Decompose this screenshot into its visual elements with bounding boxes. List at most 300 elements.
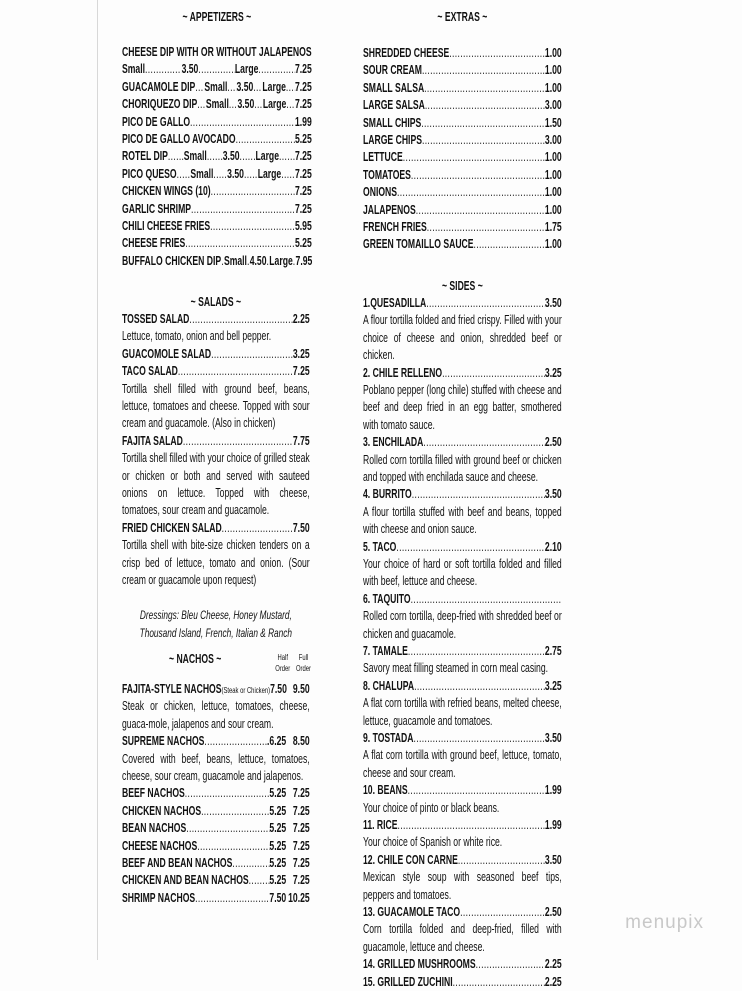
small-label: Small xyxy=(223,253,247,268)
large-price: 7.25 xyxy=(294,97,312,112)
menu-item xyxy=(363,97,562,114)
item-row xyxy=(363,956,562,973)
item-row xyxy=(122,218,312,235)
large-label: Large xyxy=(255,149,279,164)
item-name: 8. CHALUPA xyxy=(363,678,415,693)
item-price: 2.25 xyxy=(292,312,310,326)
item-row xyxy=(363,115,562,132)
dot-leader xyxy=(190,114,295,131)
half-price: 5.25 xyxy=(269,786,287,801)
menupix-watermark: menupix xyxy=(625,912,704,933)
item-row xyxy=(363,974,562,991)
item-name: BEAN NACHOS xyxy=(122,821,187,836)
item-name: FRIED CHICKEN SALAD xyxy=(122,520,222,535)
item-row xyxy=(363,434,562,451)
dot-leader xyxy=(412,486,545,503)
item-row xyxy=(122,803,310,820)
menu-item xyxy=(363,236,562,253)
item-row xyxy=(122,890,310,907)
item-price: 2.25 xyxy=(544,974,562,989)
salads-section xyxy=(122,293,310,642)
item-row xyxy=(122,201,312,218)
menu-item xyxy=(363,167,562,184)
menu-item xyxy=(363,80,562,97)
dot-leader xyxy=(281,166,295,183)
item-row xyxy=(122,785,310,802)
item-row xyxy=(363,184,562,201)
large-price: 7.25 xyxy=(294,62,312,77)
item-price: 3.00 xyxy=(544,132,562,147)
item-description: Your choice of hard or soft tortilla folded and filled with beef, lettuce and cheese. xyxy=(363,557,562,589)
dot-leader xyxy=(236,131,295,148)
dot-leader xyxy=(253,79,262,96)
full-price: 7.25 xyxy=(292,786,310,801)
item-description: Savory meat filling steamed in corn meal casing. xyxy=(363,661,549,676)
item-price: 1.50 xyxy=(544,115,562,130)
menu-item xyxy=(363,149,562,166)
dot-leader xyxy=(183,433,293,450)
half-price: 5.25 xyxy=(269,821,287,836)
nachos-title: ~ NACHOS ~ xyxy=(169,652,222,666)
full-price: 10.25 xyxy=(288,890,310,905)
dot-leader xyxy=(414,678,545,695)
item-name: CHICKEN NACHOS xyxy=(122,803,202,818)
dot-leader xyxy=(207,148,223,165)
large-price: 7.25 xyxy=(294,166,312,181)
dot-leader xyxy=(197,96,206,113)
extras-title: ~ EXTRAS ~ xyxy=(437,10,488,24)
small-label: Small xyxy=(205,97,229,112)
menu-item xyxy=(122,838,310,855)
appetizers-title: ~ APPETIZERS ~ xyxy=(182,10,252,24)
large-price: 7.25 xyxy=(294,149,312,164)
half-price: 5.25 xyxy=(269,803,287,818)
item-name: TACO SALAD xyxy=(122,364,178,379)
item-row xyxy=(363,45,562,62)
dot-leader xyxy=(396,539,545,556)
small-label: Small xyxy=(183,149,207,164)
dot-leader xyxy=(424,80,545,97)
item-description: A flat corn tortilla with refried beans, melted cheese, lettuce, guacamole and tomatoes. xyxy=(363,696,562,728)
dot-leader xyxy=(403,149,545,166)
item-price: 2.25 xyxy=(544,957,562,972)
item-note: (Steak or Chicken) xyxy=(221,685,271,695)
dot-leader xyxy=(185,235,295,252)
menu-item xyxy=(122,785,310,802)
item-name: SMALL SALSA xyxy=(363,80,425,95)
menu-item xyxy=(122,235,312,252)
item-description: Steak or chicken, lettuce, tomatoes, cheese, guaca-mole, jalapenos and sour cream. xyxy=(122,699,310,731)
menu-item xyxy=(122,433,310,520)
item-name: SMALL CHIPS xyxy=(363,115,422,130)
item-row xyxy=(122,44,312,61)
item-price: 3.25 xyxy=(292,346,310,361)
large-label: Large xyxy=(262,79,286,94)
item-description: Lettuce, tomato, onion and bell pepper. xyxy=(122,329,272,344)
small-price: 3.50 xyxy=(222,149,240,164)
item-row xyxy=(363,80,562,97)
menu-item xyxy=(363,295,562,365)
item-name: BEEF AND BEAN NACHOS xyxy=(122,855,233,870)
item-price: 3.50 xyxy=(544,296,562,310)
item-name: PICO DE GALLO xyxy=(122,114,191,129)
menu-item xyxy=(363,974,562,991)
dot-leader xyxy=(426,295,545,312)
menu-item xyxy=(122,253,312,270)
item-row xyxy=(122,838,310,855)
size-row xyxy=(122,61,312,78)
item-row xyxy=(363,202,562,219)
dot-leader xyxy=(460,904,545,921)
item-name: CHEESE DIP WITH OR WITHOUT JALAPENOS xyxy=(122,45,312,59)
item-row xyxy=(363,295,562,312)
item-name: ROTEL DIP xyxy=(122,149,168,164)
item-price: 1.75 xyxy=(544,219,562,234)
item-name: 2. CHILE RELLENO xyxy=(363,365,443,380)
dot-leader xyxy=(408,782,545,799)
dot-leader xyxy=(213,166,227,183)
item-price: 5.25 xyxy=(294,236,312,251)
dot-leader xyxy=(427,219,545,236)
menu-item xyxy=(122,363,310,433)
dot-leader xyxy=(244,166,258,183)
item-name: 13. GUACAMOLE TACO xyxy=(363,905,461,920)
item-name: PICO DE GALLO AVOCADO xyxy=(122,131,236,146)
dot-leader xyxy=(258,61,295,78)
menu-item xyxy=(363,643,562,678)
item-description: Tortilla shell filled with ground beef, beans, lettuce, tomatoes and cheese. Topped with sour cream and guacamole. (Also in chicken) xyxy=(122,381,310,431)
dot-leader xyxy=(195,79,204,96)
large-label: Large xyxy=(269,253,293,268)
item-name: ONIONS xyxy=(363,185,398,200)
item-row xyxy=(363,486,562,503)
item-row xyxy=(363,132,562,149)
item-row xyxy=(363,149,562,166)
item-row xyxy=(363,643,562,660)
item-name: 11. RICE xyxy=(363,818,398,833)
item-row xyxy=(122,114,312,131)
item-description: Tortilla shell filled with your choice of grilled steak or chicken or both and served with sauteed onions on lettuce. Topped with cheese, tomatoes, sour cream and guacamole. xyxy=(122,451,310,518)
dot-leader xyxy=(195,890,269,907)
item-row xyxy=(363,678,562,695)
item-name: BUFFALO CHICKEN DIP xyxy=(122,253,222,268)
dot-leader xyxy=(279,148,295,165)
full-price: 7.25 xyxy=(292,821,310,836)
item-name: SHREDDED CHEESE xyxy=(363,46,450,60)
dressings-note xyxy=(122,606,310,642)
dot-leader xyxy=(177,166,191,183)
item-price: 1.99 xyxy=(544,818,562,833)
item-row xyxy=(363,97,562,114)
small-price: 3.50 xyxy=(236,79,254,94)
menu-item xyxy=(122,131,312,148)
item-name: CHICKEN WINGS (10) xyxy=(122,184,211,199)
item-description: Covered with beef, beans, lettuce, tomatoes, cheese, sour cream, guacamole and jalapenos. xyxy=(122,751,310,783)
menu-item xyxy=(122,872,310,889)
menu-item xyxy=(122,96,312,113)
dot-leader xyxy=(204,733,267,750)
small-price: 4.50 xyxy=(249,253,267,268)
item-name: 6. TAQUITO xyxy=(363,591,411,606)
item-name: CHILI CHEESE FRIES xyxy=(122,218,211,233)
dressings-line: Thousand Island, French, Italian & Ranch xyxy=(139,626,293,641)
menu-item xyxy=(363,678,562,730)
menu-item xyxy=(363,486,562,538)
item-name: 12. CHILE CON CARNE xyxy=(363,852,458,867)
menu-item xyxy=(363,365,562,435)
dot-leader xyxy=(211,346,293,363)
menu-item xyxy=(122,148,312,165)
item-description: A flour tortilla folded and fried crispy. Filled with your choice of cheese and onion, shredded beef or chicken. xyxy=(363,313,562,363)
dressings-line: Dressings: Bleu Cheese, Honey Mustard, xyxy=(139,608,292,623)
item-description: A flat corn tortilla with ground beef, lettuce, tomato, cheese and sour cream. xyxy=(363,748,562,780)
large-label: Large xyxy=(257,166,282,181)
half-order-header: Half Order xyxy=(275,652,291,673)
item-description: Corn tortilla folded and deep-fried, filled with guacamole, lettuce and cheese. xyxy=(363,922,562,954)
item-price: 7.25 xyxy=(292,364,310,379)
item-row xyxy=(122,235,312,252)
item-price: 1.99 xyxy=(294,114,312,129)
menu-item xyxy=(363,904,562,956)
item-price: 1.00 xyxy=(544,80,562,95)
item-price: 7.50 xyxy=(292,520,310,535)
item-row xyxy=(122,79,312,96)
small-price: 3.50 xyxy=(237,97,255,112)
small-price: 3.50 xyxy=(227,166,244,181)
dot-leader xyxy=(232,855,269,872)
menu-item xyxy=(363,852,562,904)
item-price: 3.50 xyxy=(544,731,562,746)
dot-leader xyxy=(254,96,263,113)
sides-section xyxy=(363,277,562,991)
large-price: 7.95 xyxy=(295,253,313,268)
half-price: 7.50 xyxy=(269,890,287,905)
full-price: 7.25 xyxy=(292,855,310,870)
item-name: SUPREME NACHOS xyxy=(122,734,205,749)
dot-leader xyxy=(425,97,545,114)
menu-item xyxy=(363,956,562,973)
item-name: GREEN TOMAILLO SAUCE xyxy=(363,237,474,252)
item-row xyxy=(122,855,310,872)
item-price: 2.50 xyxy=(544,905,562,920)
item-name: LETTUCE xyxy=(363,150,403,165)
item-description: Tortilla shell with bite-size chicken tenders on a crisp bed of lettuce, tomato and onion. (Sour cream or guacamole upon request) xyxy=(122,538,310,588)
item-name: FAJITA-STYLE NACHOS xyxy=(122,682,222,696)
menu-item xyxy=(122,114,312,131)
half-price: 5.25 xyxy=(269,873,287,888)
item-name: PICO QUESO xyxy=(122,166,177,181)
large-label: Large xyxy=(234,62,259,77)
dot-leader xyxy=(168,148,184,165)
large-label: Large xyxy=(262,97,287,112)
item-name: 9. TOSTADA xyxy=(363,731,414,746)
half-price: .6.25 xyxy=(267,734,287,749)
item-row xyxy=(363,365,562,382)
item-price: 3.00 xyxy=(544,98,562,113)
menu-item xyxy=(122,311,310,346)
dot-leader xyxy=(416,202,545,219)
item-row xyxy=(363,852,562,869)
item-row xyxy=(122,148,312,165)
dot-leader xyxy=(398,817,545,834)
menu-item xyxy=(122,183,312,200)
item-row xyxy=(122,253,312,270)
dot-leader xyxy=(474,236,545,253)
item-name: CHEESE FRIES xyxy=(122,236,186,251)
item-name: LARGE SALSA xyxy=(363,98,425,113)
dot-leader xyxy=(408,643,545,660)
item-row xyxy=(122,733,310,750)
half-price: 5.25 xyxy=(269,855,287,870)
item-name: BEEF NACHOS xyxy=(122,786,185,801)
item-name: 5. TACO xyxy=(363,539,397,554)
item-name: CHORIQUEZO DIP xyxy=(122,97,198,112)
item-row xyxy=(122,872,310,889)
item-row xyxy=(122,681,310,698)
salads-title: ~ SALADS ~ xyxy=(190,295,242,309)
item-row xyxy=(122,183,312,200)
dot-leader xyxy=(397,184,545,201)
menu-item xyxy=(122,166,312,183)
menu-item xyxy=(122,218,312,235)
item-name: SOUR CREAM xyxy=(363,63,422,78)
nachos-section xyxy=(122,650,310,907)
item-row xyxy=(122,346,310,363)
menu-item xyxy=(122,346,310,363)
dot-leader xyxy=(201,803,269,820)
item-description: Your choice of pinto or black beans. xyxy=(363,800,500,815)
item-price: 1.00 xyxy=(544,237,562,252)
item-name: 1.QUESADILLA xyxy=(363,296,427,310)
item-description: Rolled corn tortilla, deep-fried with shredded beef or chicken and guacamole. xyxy=(363,609,562,641)
full-price: 8.50 xyxy=(292,734,310,749)
menu-item xyxy=(363,45,562,62)
dot-leader xyxy=(185,785,270,802)
item-price: 3.25 xyxy=(544,678,562,693)
item-name: JALAPENOS xyxy=(363,202,416,217)
page-edge-line xyxy=(97,0,98,960)
menu-item xyxy=(363,202,562,219)
item-name: TOMATOES xyxy=(363,167,411,182)
menu-item xyxy=(122,520,310,590)
small-label: Small xyxy=(190,166,214,181)
item-row xyxy=(122,433,310,450)
item-name: FRENCH FRIES xyxy=(363,219,427,234)
dot-leader xyxy=(286,96,295,113)
item-name: CHEESE NACHOS xyxy=(122,838,198,853)
item-price: 1.00 xyxy=(544,167,562,182)
menu-item xyxy=(363,539,562,591)
menu-item xyxy=(122,855,310,872)
item-row xyxy=(122,166,312,183)
item-name: 3. ENCHILADA xyxy=(363,435,424,450)
item-name: GUACOMOLE SALAD xyxy=(122,346,212,361)
menu-item xyxy=(122,820,310,837)
dot-leader xyxy=(210,218,295,235)
item-price: 5.25 xyxy=(294,131,312,146)
small-price: 3.50 xyxy=(181,62,199,77)
dot-leader xyxy=(197,838,269,855)
menu-item xyxy=(363,184,562,201)
dot-leader xyxy=(249,872,270,889)
item-name: LARGE CHIPS xyxy=(363,132,422,147)
dot-leader xyxy=(411,591,562,608)
small-label: Small xyxy=(122,62,146,77)
dot-leader xyxy=(476,956,545,973)
item-price: 2.75 xyxy=(544,644,562,659)
dot-leader xyxy=(458,852,545,869)
appetizers-section xyxy=(122,8,312,270)
item-row xyxy=(122,311,310,328)
item-price: 2.50 xyxy=(544,435,562,450)
dot-leader xyxy=(229,96,238,113)
item-price: 3.25 xyxy=(544,365,562,380)
menu-item xyxy=(122,681,310,733)
menu-item xyxy=(363,817,562,852)
item-description: A flour tortilla stuffed with beef and beans, topped with cheese and onion sauce. xyxy=(363,504,562,537)
item-row xyxy=(363,904,562,921)
item-name: GUACAMOLE DIP xyxy=(122,79,196,94)
menu-item xyxy=(363,62,562,79)
item-row xyxy=(363,591,562,608)
item-row xyxy=(363,236,562,253)
item-row xyxy=(122,520,310,537)
item-price: 7.25 xyxy=(294,184,312,199)
item-row xyxy=(363,62,562,79)
item-name: CHICKEN AND BEAN NACHOS xyxy=(122,873,249,888)
dot-leader xyxy=(413,730,544,747)
menu-item xyxy=(363,132,562,149)
dot-leader xyxy=(227,79,236,96)
full-price: 7.25 xyxy=(292,838,310,853)
menu-item xyxy=(122,44,312,79)
menu-item xyxy=(363,115,562,132)
item-description: Mexican style soup with seasoned beef tips, peppers and tomatoes. xyxy=(363,870,562,902)
item-price: 3.50 xyxy=(544,487,562,502)
dot-leader xyxy=(449,45,545,62)
menu-item xyxy=(122,79,312,96)
half-price: 7.50 xyxy=(270,682,287,696)
menu-item xyxy=(363,782,562,817)
dot-leader xyxy=(411,167,545,184)
menu-item xyxy=(122,733,310,785)
item-name: GARLIC SHRIMP xyxy=(122,201,191,216)
item-description: Poblano pepper (long chile) stuffed with cheese and beef and deep fried in an egg batter, smothered with tomato sauce. xyxy=(363,383,562,432)
menu-item xyxy=(363,219,562,236)
menu-item xyxy=(363,434,562,486)
full-order-header: Full Order xyxy=(295,652,311,673)
item-price: 3.50 xyxy=(544,852,562,867)
item-row xyxy=(363,730,562,747)
item-name: TOSSED SALAD xyxy=(122,312,190,326)
half-price: 5.25 xyxy=(269,838,287,853)
item-price: 1.00 xyxy=(544,202,562,217)
item-price: 2.10 xyxy=(544,539,562,554)
dot-leader xyxy=(286,79,295,96)
item-price: 1.00 xyxy=(544,150,562,165)
dot-leader xyxy=(442,365,545,382)
dot-leader xyxy=(191,201,295,218)
dot-leader xyxy=(145,61,182,78)
dot-leader xyxy=(421,115,545,132)
item-name: FAJITA SALAD xyxy=(122,433,183,448)
extras-section xyxy=(363,8,562,254)
item-name: 4. BURRITO xyxy=(363,487,412,502)
item-row xyxy=(122,363,310,380)
sides-title: ~ SIDES ~ xyxy=(441,279,483,293)
item-price: 7.25 xyxy=(294,201,312,216)
item-row xyxy=(122,96,312,113)
